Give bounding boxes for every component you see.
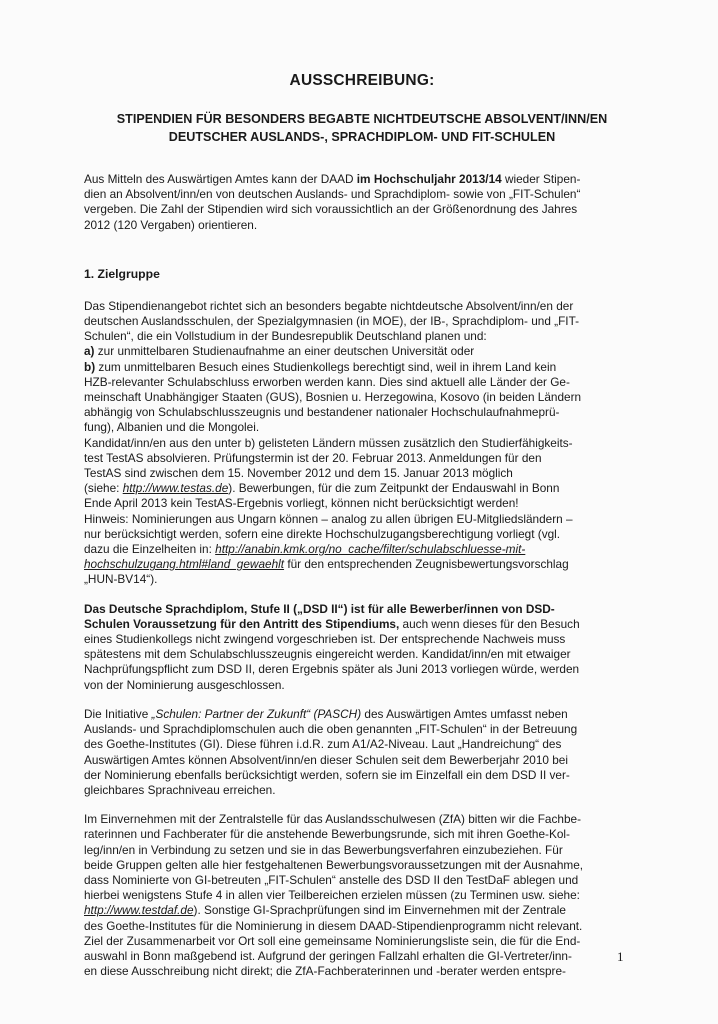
anabin-link-continued[interactable]: hochschulzugang.html#land_gewaehlt xyxy=(84,557,285,572)
text-line: Auslands- und Sprachdiplomschulen auch die oben genannten „FIT-Schulen“ in der Betreuung xyxy=(84,722,578,737)
subtitle-line-2: DEUTSCHER AUSLANDS-, SPRACHDIPLOM- UND FIT-SCHULEN xyxy=(168,130,556,144)
text-line: spätestens mit dem Schulabschlusszeugnis eingereicht werden. Kandidat/inn/en mit etwaiger xyxy=(84,647,571,662)
text-line: eines Studienkollegs nicht zwingend vorgeschrieben ist. Der entsprechende Nachweis muss xyxy=(84,632,566,647)
text-line: des Goethe-Institutes (GI). Diese führen i.d.R. zum A1/A2-Niveau. Laut „Handreichung“ des xyxy=(84,737,562,752)
text-line: Kandidat/inn/en aus den unter b) gelisteten Ländern müssen zusätzlich den Studierfähigkeits- xyxy=(84,435,573,450)
text-line: deutschen Auslandsschulen, der Spezialgymnasien (in MOE), der IB-, Sprachdiplom- und „FIT- xyxy=(84,314,580,329)
text-line: HZB-relevanter Schulabschluss erworben werden kann. Dies sind aktuell alle Länder der Ge- xyxy=(84,374,570,389)
text-line: fung), Albanien und die Mongolei. xyxy=(84,420,260,435)
text-line: meinschaft Unabhängiger Staaten (GUS), Bosnien u. Herzegowina, Kosovo (in beiden Ländern xyxy=(84,390,582,405)
intro-text: wieder Stipen- xyxy=(501,172,581,186)
intro-line: vergeben. Die Zahl der Stipendien wird sich voraussichtlich an der Größenordnung des Jahres xyxy=(84,202,578,217)
text-line: dass Nominierte von GI-betreuten „FIT-Schulen“ anstelle des DSD II den TestDaF ablegen und xyxy=(84,872,579,887)
intro-line: 2012 (120 Vergaben) orientieren. xyxy=(84,217,258,232)
dsd-bold-span: Schulen Voraussetzung für den Antritt des Stipendiums, xyxy=(84,616,400,631)
anabin-link[interactable]: http://anabin.kmk.org/no_cache/filter/schulabschluesse-mit- xyxy=(215,542,526,557)
text-span: für den entsprechenden Zeugnisbewertungsvorschlag xyxy=(284,557,569,572)
section-heading-zielgruppe: 1. Zielgruppe xyxy=(84,266,160,281)
text-line: Hinweis: Nominierungen aus Ungarn können – analog zu allen übrigen EU-Mitgliedsländern – xyxy=(84,511,573,526)
text-line: Ende April 2013 kein TestAS-Ergebnis vorliegt, können nicht berücksichtigt werden! xyxy=(84,496,519,511)
intro-bold-year: im Hochschuljahr 2013/14 xyxy=(356,172,502,186)
pasch-paragraph xyxy=(84,707,640,798)
page-number: 1 xyxy=(617,949,624,964)
text-line: der Nominierung ebenfalls berücksichtigt werden, sofern sie im Einzelfall ein dem DSD II ver- xyxy=(84,767,570,782)
document-subtitle xyxy=(84,110,640,146)
text-line: auswahl in Bonn maßgebend ist. Aufgrund der geringen Fallzahl erhalten die GI-Vertreter/inn- xyxy=(84,948,572,963)
text-span: dazu die Einzelheiten in: xyxy=(84,542,216,557)
intro-line: dien an Absolvent/inn/en von deutschen Auslands- und Sprachdiplom- sowie von „FIT-Schulen“ xyxy=(84,187,581,202)
text-span: auch wenn dieses für den Besuch xyxy=(399,616,580,631)
text-span: Die Initiative xyxy=(84,706,152,721)
text-line: test TestAS absolvieren. Prüfungstermin ist der 20. Februar 2013. Anmeldungen für den xyxy=(84,450,542,465)
text-line: Ziel der Zusammenarbeit vor Ort soll eine gemeinsame Nominierungsliste sein, die für die End- xyxy=(84,933,581,948)
dsd-bold-line: Das Deutsche Sprachdiplom, Stufe II („DSD II“) ist für alle Bewerber/innen von DSD- xyxy=(84,601,555,616)
document-body xyxy=(84,72,640,979)
subtitle-line-1: STIPENDIEN FÜR BESONDERS BEGABTE NICHTDEUTSCHE ABSOLVENT/INN/EN xyxy=(116,112,608,126)
text-span: des Auswärtigen Amtes umfasst neben xyxy=(361,706,568,721)
zfa-paragraph xyxy=(84,812,640,979)
text-line: Auswärtigen Amtes können Absolvent/inn/en dieser Schulen seit dem Bewerberjahr 2010 bei xyxy=(84,752,568,767)
text-line: des Goethe-Institutes für die Nominierung in diesem DAAD-Stipendienprogramm nicht relevant. xyxy=(84,918,583,933)
text-line: TestAS sind zwischen dem 15. November 2012 und dem 15. Januar 2013 möglich xyxy=(84,466,513,481)
list-text-a: zur unmittelbaren Studienaufnahme an einer deutschen Universität oder xyxy=(94,344,475,359)
text-line: beide Gruppen gelten alle hier festgehaltenen Bewerbungsvoraussetzungen mit der Ausnahme, xyxy=(84,857,584,872)
text-line: von der Nominierung ausgeschlossen. xyxy=(84,677,285,692)
text-line: Schulen“, die ein Vollstudium in der Bundesrepublik Deutschland planen und: xyxy=(84,329,487,344)
intro-text: Aus Mitteln des Auswärtigen Amtes kann der DAAD xyxy=(84,172,357,186)
text-line: Im Einvernehmen mit der Zentralstelle für das Auslandsschulwesen (ZfA) bitten wir die Fachbe- xyxy=(84,812,581,827)
text-span: (siehe: xyxy=(84,481,123,496)
dsd-paragraph xyxy=(84,602,640,693)
zielgruppe-paragraph xyxy=(84,299,640,588)
testdaf-link[interactable]: http://www.testdaf.de xyxy=(84,903,194,918)
testas-link[interactable]: http://www.testas.de xyxy=(122,481,229,496)
text-line: en diese Ausschreibung nicht direkt; die ZfA-Fachberaterinnen und -berater werden entspre- xyxy=(84,964,566,979)
text-line: „HUN-BV14“). xyxy=(84,572,158,587)
text-span: ). Bewerbungen, für die zum Zeitpunkt der Endauswahl in Bonn xyxy=(228,481,560,496)
intro-paragraph xyxy=(84,172,640,233)
text-line: gleichbares Sprachniveau erreichen. xyxy=(84,782,276,797)
text-line: nur berücksichtigt werden, sofern eine direkte Hochschulzugangsberechtigung vorliegt (vgl. xyxy=(84,526,561,541)
list-label-b: b) xyxy=(84,359,96,374)
text-line: Nachprüfungspflicht zum DSD II, deren Ergebnis später als Juni 2013 vorliegen würde, werden xyxy=(84,662,580,677)
list-text-b: zum unmittelbaren Besuch eines Studienkollegs berechtigt sind, weil in ihrem Land kein xyxy=(95,359,557,374)
text-line: raterinnen und Fachberater für die anstehende Bewerbungsrunde, sich mit ihren Goethe-Kol- xyxy=(84,827,570,842)
pasch-italic: „Schulen: Partner der Zukunft“ (PASCH) xyxy=(151,706,362,721)
list-label-a: a) xyxy=(84,344,95,359)
text-line: hierbei wenigstens Stufe 4 in allen vier Teilbereichen erzielen müssen (zu Terminen usw. siehe: xyxy=(84,888,580,903)
text-span: ). Sonstige GI-Sprachprüfungen sind im Einvernehmen mit der Zentrale xyxy=(193,903,566,918)
text-line: abhängig von Schulabschlusszeugnis und bestandener nationaler Hochschulaufnahmeprü- xyxy=(84,405,560,420)
page-title: AUSSCHREIBUNG: xyxy=(289,72,435,89)
text-line: Das Stipendienangebot richtet sich an besonders begabte nichtdeutsche Absolvent/inn/en der xyxy=(84,298,574,313)
text-line: leg/inn/en in Verbindung zu setzen und sie in das Bewerbungsverfahren einzubeziehen. Für xyxy=(84,842,563,857)
